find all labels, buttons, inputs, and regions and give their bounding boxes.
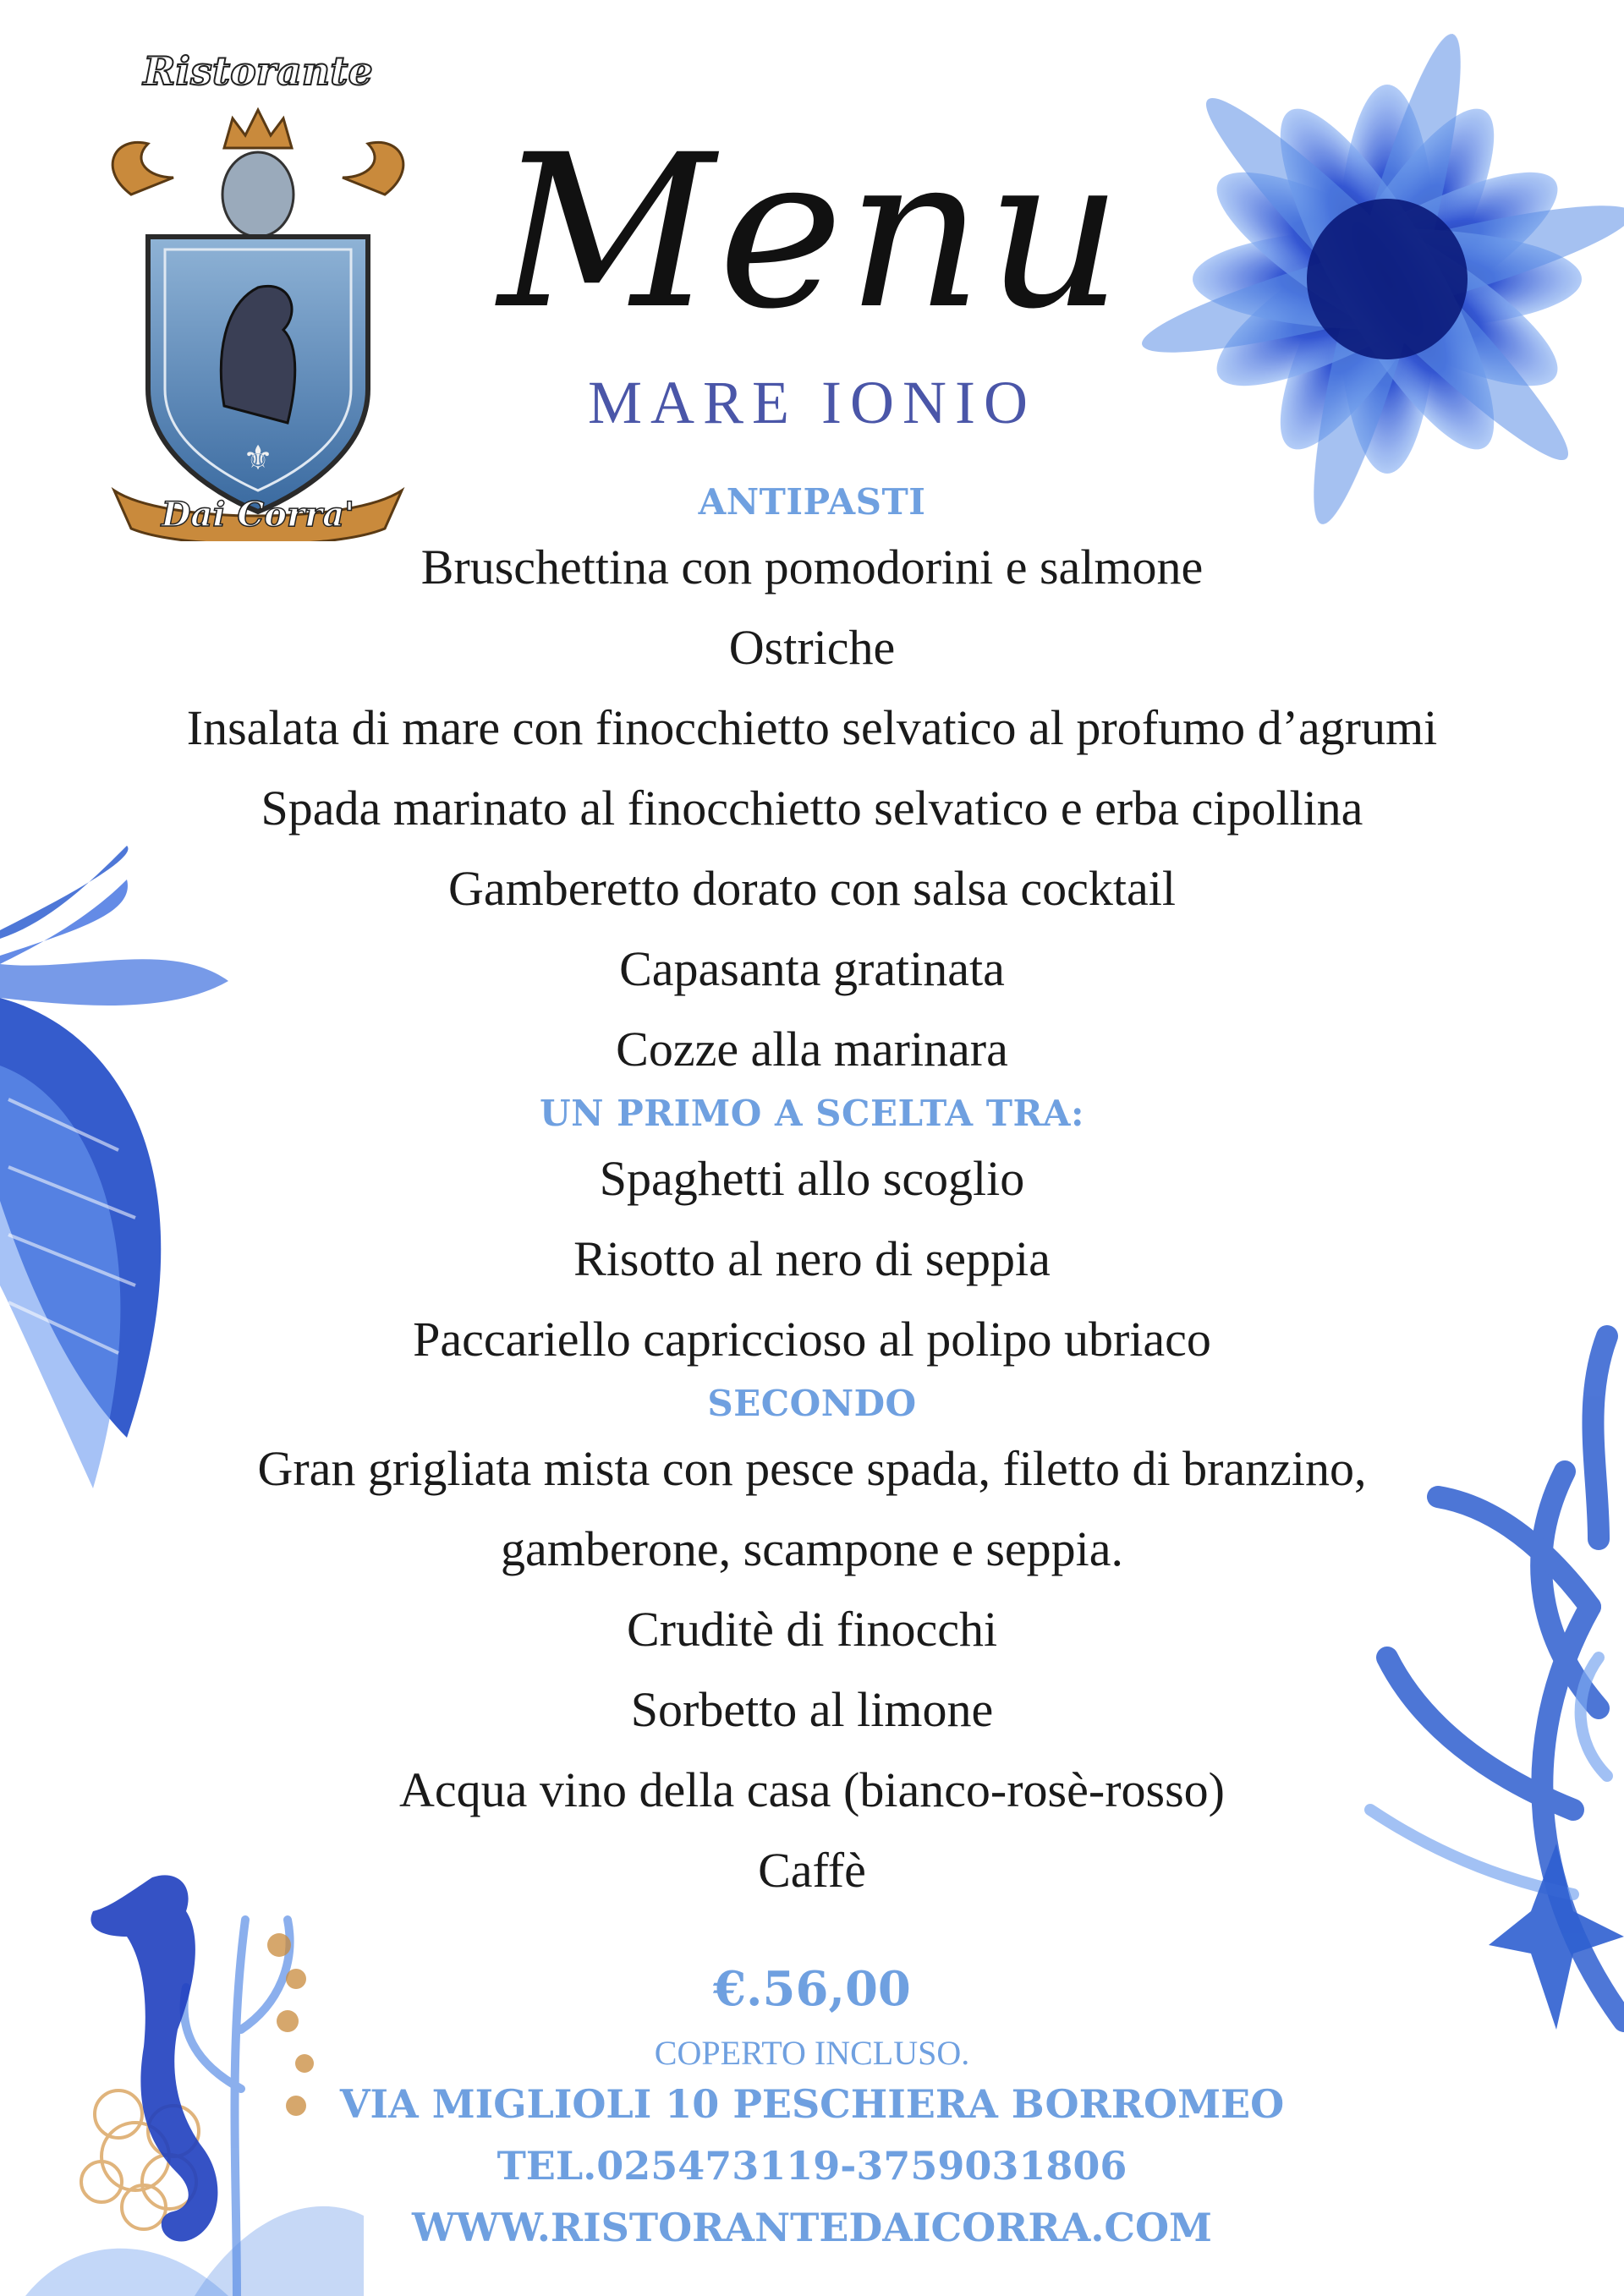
menu-item: Spaghetti allo scoglio bbox=[599, 1151, 1025, 1206]
menu-item: Cruditè di finocchi bbox=[626, 1602, 998, 1657]
section-heading-primo: UN PRIMO A SCELTA TRA: bbox=[540, 1093, 1084, 1134]
menu-item: gamberone, scampone e seppia. bbox=[501, 1521, 1123, 1576]
logo-top-text: Ristorante bbox=[143, 51, 373, 94]
menu-item: Gamberetto dorato con salsa cocktail bbox=[447, 861, 1176, 916]
restaurant-address: VIA MIGLIOLI 10 PESCHIERA BORROMEO bbox=[339, 2081, 1285, 2127]
menu-item: Insalata di mare con finocchietto selvatico al profumo d’agrumi bbox=[186, 700, 1438, 755]
fleur-de-lis-icon: ⚜ bbox=[243, 439, 273, 477]
menu-body bbox=[0, 478, 1624, 1910]
menu-item: Capasanta gratinata bbox=[619, 941, 1005, 996]
section-heading-antipasti: ANTIPASTI bbox=[698, 481, 926, 523]
menu-item: Spada marinato al finocchietto selvatico e erba cipollina bbox=[261, 781, 1363, 836]
menu-item: Acqua vino della casa (bianco-rosè-rosso) bbox=[399, 1762, 1225, 1817]
restaurant-phone: TEL.025473119-3759031806 bbox=[497, 2143, 1127, 2189]
menu-item: Caffè bbox=[758, 1843, 866, 1898]
menu-item: Gran grigliata mista con pesce spada, filetto di branzino, bbox=[257, 1441, 1367, 1496]
section-heading-secondo: SECONDO bbox=[707, 1383, 917, 1424]
coperto-note: COPERTO INCLUSO. bbox=[654, 2034, 970, 2072]
menu-item: Ostriche bbox=[728, 620, 896, 675]
page-title: Menu bbox=[498, 109, 1126, 355]
menu-item: Sorbetto al limone bbox=[630, 1682, 994, 1737]
menu-item: Risotto al nero di seppia bbox=[573, 1231, 1051, 1286]
restaurant-website: WWW.RISTORANTEDAICORRA.COM bbox=[412, 2205, 1212, 2250]
menu-item: Bruschettina con pomodorini e salmone bbox=[420, 540, 1204, 595]
logo-bottom-text: Dai Corra' bbox=[161, 495, 355, 534]
menu-item: Paccariello capriccioso al polipo ubriaco bbox=[413, 1312, 1211, 1367]
menu-subtitle: MARE IONIO bbox=[588, 369, 1036, 436]
menu-item: Cozze alla marinara bbox=[616, 1022, 1008, 1077]
menu-price: €.56,00 bbox=[713, 1961, 911, 2017]
